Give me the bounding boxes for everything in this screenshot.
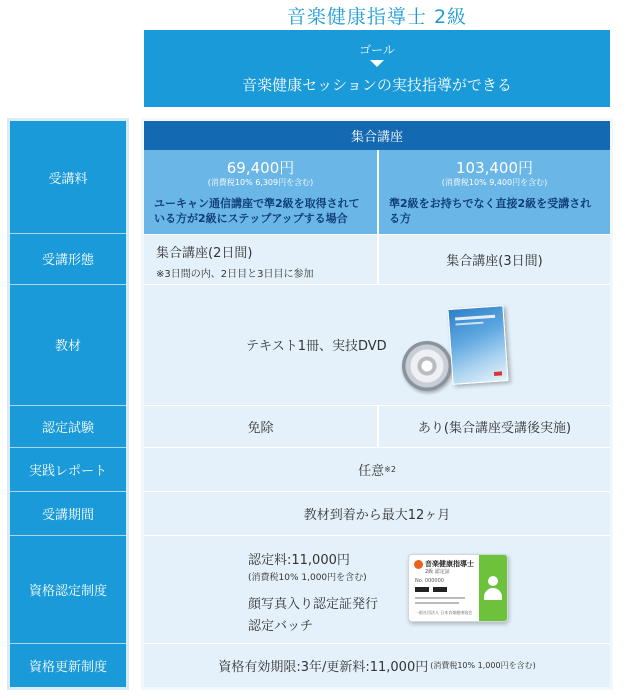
fee-left-tax: (消費税10% 6,309円を含む) (207, 178, 314, 187)
format-left-note: ※3日間の内、2日目と3日目に参加 (156, 269, 314, 280)
person-body-icon (484, 588, 502, 600)
format-left (156, 242, 371, 280)
goal-text: 音楽健康セッションの実技指導ができる (242, 76, 512, 94)
renewal-text: 資格有効期限:3年/更新料:11,000円 (218, 660, 429, 675)
card-grade: 2級 認定証 (425, 569, 450, 575)
goal-banner (144, 30, 610, 107)
divider (144, 535, 610, 536)
content-panel (141, 118, 613, 690)
certification-tax: (消費税10% 1,000円を含む) (248, 573, 367, 583)
report-text: 任意 (358, 464, 385, 479)
card-line (415, 602, 459, 604)
divider (144, 284, 610, 285)
report-footnote: ※2 (384, 465, 396, 474)
exam-left: 免除 (247, 421, 274, 436)
exam-right: あり(集合講座受講後実施) (417, 421, 572, 436)
report-cell (144, 448, 610, 491)
course-header: 集合講座 (144, 121, 610, 150)
logo-icon (414, 560, 423, 569)
fee-left (144, 150, 377, 234)
row-label-format: 受講形態 (10, 233, 126, 285)
row-label-period: 受講期間 (10, 491, 126, 536)
goal-label: ゴール (359, 43, 395, 57)
materials-text: テキスト1冊、実技DVD (246, 339, 387, 354)
person-head-icon (488, 576, 498, 586)
row-label-certification: 資格認定制度 (10, 535, 126, 644)
certification-info (248, 549, 408, 634)
goal-arrow-icon (370, 60, 384, 67)
card-number: No. 000000 (415, 578, 444, 584)
fee-right-tax: (消費税10% 9,400円を含む) (441, 178, 548, 187)
row-label-renewal: 資格更新制度 (28, 659, 107, 675)
renewal-cell (144, 644, 610, 687)
divider (377, 150, 379, 284)
certification-line1: 顔写真入り認定証発行 (248, 597, 379, 612)
fee-left-note: ユーキャン通信講座で準2級を取得されている方が2級にステップアップする場合 (154, 197, 360, 225)
row-label-column (7, 118, 129, 690)
fee-left-price: 69,400円 (226, 159, 295, 177)
row-label-materials: 教材 (10, 284, 126, 406)
card-name-block (433, 587, 447, 592)
renewal-tax: (消費税10% 1,000円を含む) (430, 661, 536, 670)
fee-right-price: 103,400円 (455, 159, 534, 177)
row-label-fee: 受講料 (10, 121, 126, 234)
certification-fee: 認定料:11,000円 (248, 553, 350, 568)
card-name-block (415, 587, 429, 592)
card-photo-area (479, 555, 507, 621)
textbook-image (447, 305, 508, 385)
certification-line2: 認定バッチ (248, 619, 314, 634)
card-line (415, 597, 465, 599)
page-title: 音楽健康指導士 2級 (286, 6, 468, 28)
card-title: 音楽健康指導士 (425, 560, 474, 568)
row-label-report: 実践レポート (10, 447, 126, 492)
card-org: 一般社団法人 日本音楽健康協会 (415, 610, 473, 615)
fee-right (379, 150, 610, 234)
fee-right-note: 準2級をお持ちでなく直接2級を受講される方 (389, 197, 592, 225)
format-right: 集合講座(3日間) (446, 254, 543, 269)
row-label-exam: 認定試験 (10, 405, 126, 448)
format-left-text: 集合講座(2日間) (156, 246, 253, 261)
certificate-card-image (408, 554, 508, 622)
dvd-disc-icon (402, 341, 452, 391)
period-text: 教材到着から最大12ヶ月 (303, 508, 451, 523)
